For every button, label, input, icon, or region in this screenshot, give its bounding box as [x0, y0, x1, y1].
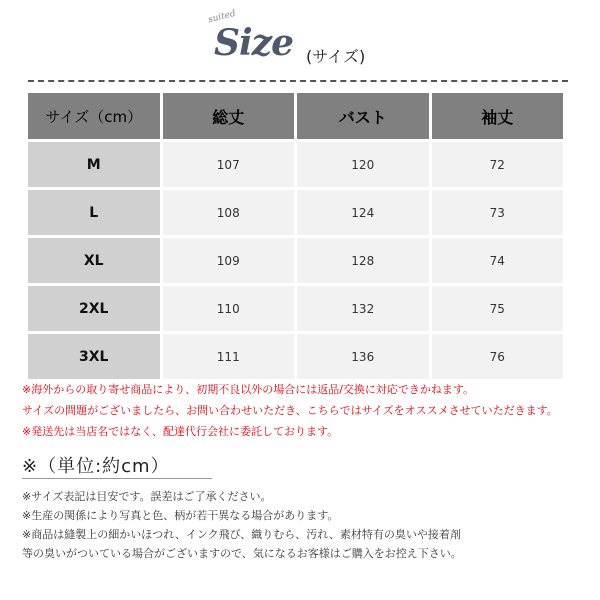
header: [0, 0, 600, 80]
sleeve-cell: 72: [432, 142, 564, 187]
unit-note: ※（単位:約cm）: [22, 456, 170, 477]
length-cell: 111: [163, 334, 295, 379]
size-title: Size: [214, 22, 294, 64]
column-header-sleeve: 袖丈: [432, 93, 564, 139]
table-row: [28, 142, 563, 187]
sleeve-cell: 76: [432, 334, 564, 379]
size-label: 3XL: [28, 334, 160, 379]
size-label: M: [28, 142, 160, 187]
bust-cell: 120: [297, 142, 429, 187]
disclaimer-notes: [22, 487, 587, 563]
column-header-bust: バスト: [297, 93, 429, 139]
bust-cell: 136: [297, 334, 429, 379]
size-label: L: [28, 190, 160, 235]
disclaimer-note-size: ※サイズ表記は目安です。誤差はご了承ください。: [22, 490, 272, 503]
dashed-divider: [28, 80, 568, 82]
size-label: 2XL: [28, 286, 160, 331]
size-subtitle: (サイズ): [306, 47, 366, 66]
table-row: [28, 286, 563, 331]
suited-script-text: suited: [207, 8, 237, 26]
size-label: XL: [28, 238, 160, 283]
warning-note-shipping: ※発送先は当店名ではなく、配達代行会社に委託しております。: [22, 425, 339, 438]
disclaimer-note-odor: 等の臭いがついている場合がございますので、気になるお客様はご購入をお控え下さい。: [22, 547, 462, 560]
warning-note-return: ※海外からの取り寄せ商品により、初期不良以外の場合には返品/交換に対応できかねます。: [22, 383, 475, 396]
unit-underline: [22, 478, 212, 479]
disclaimer-note-defects: ※商品は縫製上の細かいほつれ、インク飛び、織りむら、汚れ、素材特有の臭いや接着剤: [22, 528, 461, 541]
column-header-size: サイズ（cm）: [28, 93, 160, 139]
disclaimer-note-color: ※生産の関係により写真と色、柄が若干異なる場合があります。: [22, 509, 339, 522]
column-header-length: 総丈: [163, 93, 295, 139]
sleeve-cell: 74: [432, 238, 564, 283]
length-cell: 110: [163, 286, 295, 331]
table-row: [28, 238, 563, 283]
warning-note-size-inquiry: サイズの問題がございましたら、お問い合わせいただき、こちらではサイズをオススメさせていただきます。: [22, 404, 558, 417]
table-row: [28, 334, 563, 379]
table-row: [28, 190, 563, 235]
length-cell: 109: [163, 238, 295, 283]
length-cell: 107: [163, 142, 295, 187]
sleeve-cell: 75: [432, 286, 564, 331]
table-header-row: [28, 93, 563, 139]
bust-cell: 132: [297, 286, 429, 331]
bust-cell: 124: [297, 190, 429, 235]
sleeve-cell: 73: [432, 190, 564, 235]
size-chart-table: [25, 90, 566, 382]
length-cell: 108: [163, 190, 295, 235]
warning-notes: [22, 379, 582, 442]
bust-cell: 128: [297, 238, 429, 283]
